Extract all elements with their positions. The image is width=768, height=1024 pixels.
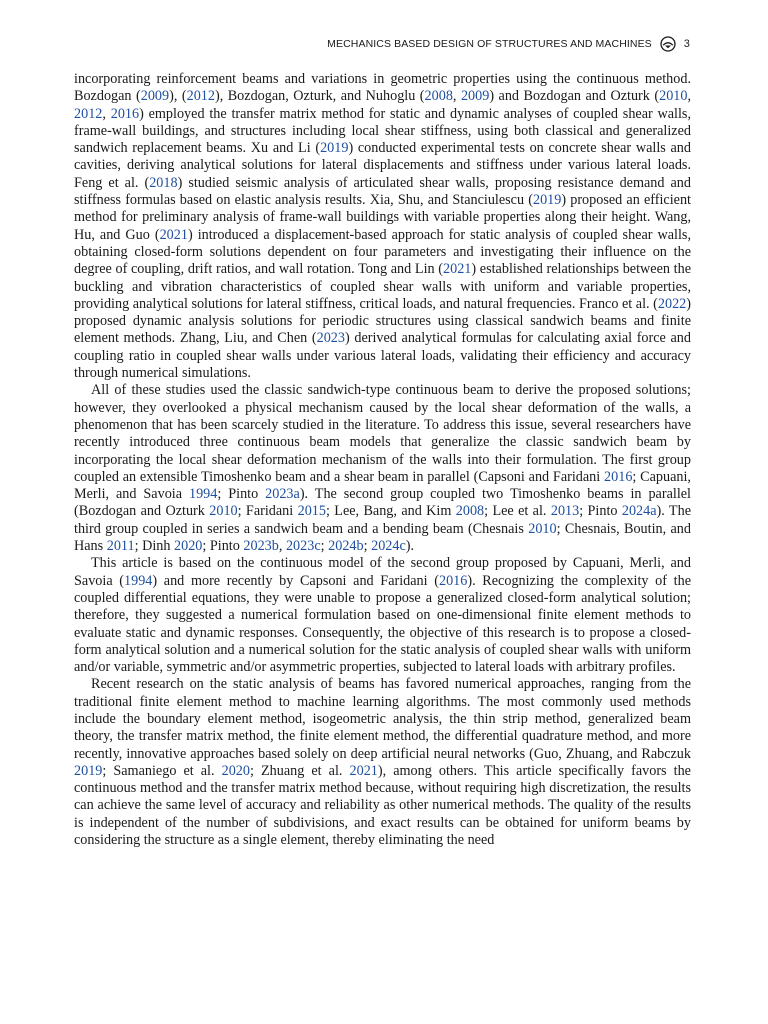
citation-link[interactable]: 2023c [285, 538, 321, 555]
citation-link[interactable]: 2012 [74, 105, 103, 122]
citation-link[interactable]: 2010 [659, 88, 688, 105]
text-run: incorporating reinforcement beams and variations in geometric properties using the continuous method. Bozdogan ( [74, 71, 691, 105]
citation-link[interactable]: 2023b [243, 538, 279, 555]
text-run: ; Faridani [237, 503, 298, 520]
text-run: ; Zhuang et al. [249, 762, 350, 779]
text-run: ; Samaniego et al. [102, 762, 222, 779]
citation-link[interactable]: 2021 [349, 762, 378, 779]
journal-title: MECHANICS BASED DESIGN OF STRUCTURES AND MACHINES [327, 38, 652, 50]
text-run: ; Pinto [579, 503, 622, 520]
text-run: ) proposed dynamic analysis solutions for periodic structures using classical sandwich beams and finite element methods. Zhang, Liu, and Chen ( [74, 295, 691, 347]
text-run: ) and Bozdogan and Ozturk ( [489, 88, 660, 105]
text-run: , [452, 88, 461, 105]
citation-link[interactable]: 2022 [657, 295, 687, 312]
citation-link[interactable]: 2019 [532, 192, 562, 209]
crossmark-logo-icon [660, 36, 676, 52]
text-run: ; [320, 538, 329, 555]
text-run: ; [363, 538, 372, 555]
running-header [327, 36, 690, 52]
text-run: ; Chesnais, Boutin, and Hans [74, 520, 691, 555]
text-run: , [102, 105, 111, 122]
citation-link[interactable]: 2024b [328, 538, 364, 555]
text-run: ). The third group coupled in series a sandwich beam and a bending beam (Chesnais [74, 503, 691, 537]
text-run: ) and more recently by Capsoni and Faridani ( [152, 572, 439, 589]
paragraph [74, 676, 691, 849]
citation-link[interactable]: 2023a [265, 486, 300, 503]
citation-link[interactable]: 2024c [371, 538, 406, 555]
citation-link[interactable]: 2009 [140, 88, 170, 105]
citation-link[interactable]: 2021 [443, 261, 472, 278]
citation-link[interactable]: 2016 [110, 105, 140, 122]
citation-link[interactable]: 2019 [74, 762, 103, 779]
text-run: ; Pinto [202, 538, 244, 555]
text-run: ), ( [169, 88, 187, 105]
text-run: ), Bozdogan, Ozturk, and Nuhoglu ( [214, 88, 425, 105]
citation-link[interactable]: 1994 [188, 486, 218, 503]
text-run: ). Recognizing the complexity of the coupled differential equations, they were unable to propose a generalized closed-form analytical solution; therefore, they suggested a numerical formulation based on one-dimensional finite element methods to evaluate static and dynamic responses. Consequently, the objective of this research is to propose a closed-form analytical solution and a numerical solution for the static analysis of coupled shear walls with uniform and/or variable, symmetric and/or asymmetric properties, subjected to lateral loads with arbitrary profiles. [74, 572, 691, 676]
text-run: , [278, 538, 286, 555]
text-run: This article is based on the continuous model of the second group proposed by Capuani, Merli, and Savoia ( [74, 555, 691, 589]
citation-link[interactable]: 2019 [320, 140, 349, 157]
text-run: ) employed the transfer matrix method for static and dynamic analyses of coupled shear walls, frame-wall buildings, and structures including local shear stiffness, using both classical and generalized sandwich replacement beams. Xu and Li ( [74, 105, 692, 157]
citation-link[interactable]: 2018 [149, 174, 178, 191]
citation-link[interactable]: 2012 [186, 88, 215, 105]
text-run: ) studied seismic analysis of articulated shear walls, proposing resistance demand and stiffness formulas based on elastic analysis results. Xia, Shu, and Stanciulescu ( [74, 174, 691, 209]
citation-link[interactable]: 2015 [297, 503, 326, 520]
text-run: ) conducted experimental tests on concrete shear walls and cavities, deriving analytical solutions for lateral displacements and stiffness under various lateral loads. Feng et al. ( [74, 140, 691, 191]
text-run: Recent research on the static analysis of beams has favored numerical approaches, ranging from the traditional finite element method to machine learning algorithms. The most commonly used methods include the boundary element method, isogeometric analysis, the thin strip method, generalized beam theory, the transfer matrix method, the finite element method, the differential quadrature method, and more recently, innovative approaches based solely on deep artificial neural networks (Guo, Zhuang, and Rabczuk [74, 676, 691, 762]
citation-link[interactable]: 2023 [316, 330, 345, 347]
citation-link[interactable]: 2011 [106, 538, 135, 555]
page-number: 3 [683, 38, 690, 50]
citation-link[interactable]: 2016 [438, 572, 468, 589]
text-run: ) introduced a displacement-based approach for static analysis of coupled shear walls, obtaining closed-form solutions dependent on four parameters and investigating their influence on the degree of coupling, drift ratios, and wall rotation. Tong and Lin ( [74, 226, 691, 278]
text-run: ) derived analytical formulas for calculating axial force and coupling ratio in coupled shear walls under various lateral loads, validating their efficiency and accuracy through numerical simulations. [74, 330, 691, 382]
text-run: ), among others. This article specifically favors the continuous method and the transfer matrix method because, without requiring high discretization, the results can achieve the same level of accuracy and reliability as other numerical methods. The quality of the results is independent of the number of subdivisions, and exact results can be obtained for uniform beams by considering the structure as a single element, thereby eliminating the need [74, 762, 691, 849]
citation-link[interactable]: 2021 [159, 226, 188, 243]
paragraph [74, 382, 691, 555]
citation-link[interactable]: 2010 [209, 503, 238, 520]
citation-link[interactable]: 2008 [424, 88, 453, 105]
body-text [74, 71, 691, 849]
text-run: ) established relationships between the buckling and vibration characteristics of coupled shear walls with uniform and variable properties, providing analytical solutions for lateral stiffness, critical loads, and natural frequencies. Franco et al. ( [74, 261, 691, 312]
text-run: ; Dinh [134, 538, 174, 555]
paragraph [74, 555, 691, 676]
citation-link[interactable]: 2024a [621, 503, 657, 520]
citation-link[interactable]: 1994 [124, 572, 153, 589]
text-run: ; Pinto [217, 486, 266, 503]
text-run: ). [405, 538, 415, 555]
text-run: ) proposed an efficient method for preliminary analysis of frame-wall buildings with variable properties along their height. Wang, Hu, and Guo ( [74, 192, 691, 243]
text-run: ; Lee, Bang, and Kim [325, 503, 456, 520]
citation-link[interactable]: 2008 [455, 503, 485, 520]
text-run: ; Capuani, Merli, and Savoia [74, 468, 691, 503]
text-run: All of these studies used the classic sandwich-type continuous beam to derive the proposed solutions; however, they overlooked a physical mechanism caused by the local shear deformation of the walls, a phenomenon that has been scarcely studied in the literature. To address this issue, several researchers have recently introduced three continuous beam models that generalize the classic sandwich beam by incorporating the local shear deformation mechanism of the walls into their formulation. The first group coupled an extensible Timoshenko beam and a shear beam in parallel (Capsoni and Faridani [74, 382, 691, 485]
text-run: , [687, 88, 692, 105]
citation-link[interactable]: 2020 [174, 538, 203, 555]
citation-link[interactable]: 2013 [550, 503, 580, 520]
citation-link[interactable]: 2010 [528, 520, 557, 537]
text-run: ; Lee et al. [484, 503, 551, 520]
paragraph [74, 71, 691, 382]
citation-link[interactable]: 2016 [604, 468, 633, 485]
text-run: ). The second group coupled two Timoshenko beams in parallel (Bozdogan and Ozturk [74, 486, 691, 520]
citation-link[interactable]: 2020 [221, 762, 250, 779]
citation-link[interactable]: 2009 [460, 88, 490, 105]
